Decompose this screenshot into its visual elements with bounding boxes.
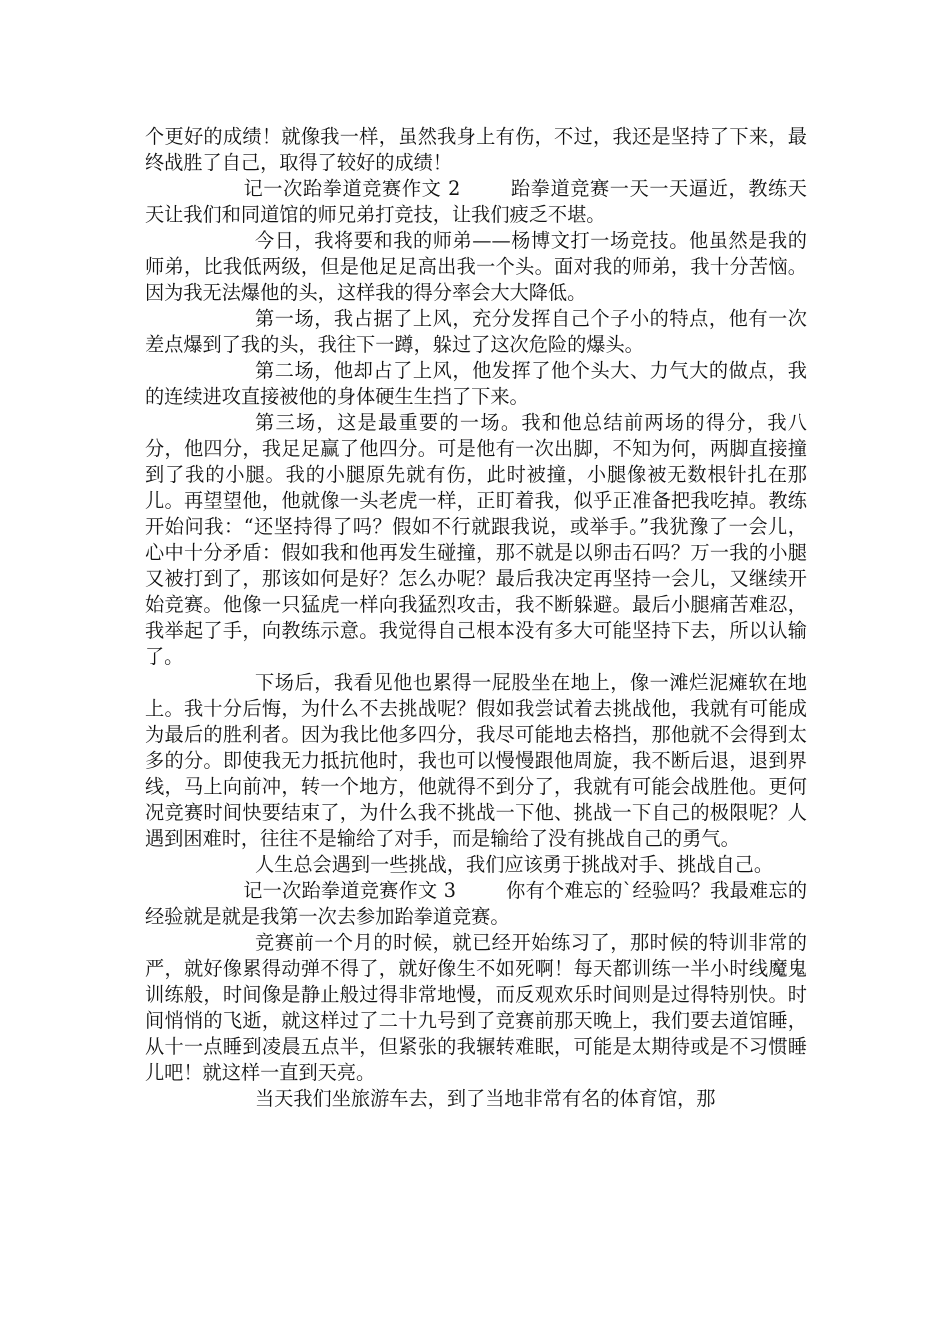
essay-3-title: 记一次跆拳道竞赛作文 3 [243, 879, 456, 902]
essay-2-intro: 跆拳道竞赛一天一天逼近，教练天天让我们和同道馆的师兄弟打竞技，让我们疲乏不堪。 [145, 177, 807, 226]
essay-body [145, 124, 807, 1112]
essay-2-paragraph-1: 今日，我将要和我的师弟——杨博文打一场竞技。他虽然是我的师弟，比我低两级，但是他足足高出我一个头。面对我的师弟，我十分苦恼。因为我无法爆他的头，这样我的得分率会大大降低。 [145, 229, 807, 304]
essay-2-heading-paragraph [145, 176, 807, 228]
essay-2-paragraph-2: 第一场，我占据了上风，充分发挥自己个子小的特点，他有一次差点爆到了我的头，我往下一蹲，躲过了这次危险的爆头。 [145, 307, 807, 356]
essay-3-paragraph-1: 竞赛前一个月的时候，就已经开始练习了，那时候的特训非常的严，就好像累得动弹不得了，就好像生不如死啊！每天都训练一半小时线魔鬼训练般，时间像是静止般过得非常地慢，而反观欢乐时间则是过得特别快。时间悄悄的飞逝，就这样过了二十九号到了竞赛前那天晚上，我们要去道馆睡，从十一点睡到凌晨五点半，但紧张的我辗转难眠，可能是太期待或是不习惯睡儿吧！就这样一直到天亮。 [145, 931, 807, 1084]
essay-3-paragraph-2: 当天我们坐旅游车去，到了当地非常有名的体育馆，那 [255, 1087, 716, 1110]
essay-2-title: 记一次跆拳道竞赛作文 2 [243, 177, 461, 200]
continuation-paragraph: 个更好的成绩！就像我一样，虽然我身上有伤，不过，我还是坚持了下来，最终战胜了自己，取得了较好的成绩！ [145, 125, 807, 174]
essay-2-paragraph-4: 第三场，这是最重要的一场。我和他总结前两场的得分，我八分，他四分，我足足赢了他四分。可是他有一次出脚，不知为何，两脚直接撞到了我的小腿。我的小腿原先就有伤，此时被撞，小腿像被无数根针扎在那儿。再望望他，他就像一头老虎一样，正盯着我，似乎正准备把我吃掉。教练开始问我：“还坚持得了吗？假如不行就跟我说，或举手。”我犹豫了一会儿，心中十分矛盾：假如我和他再发生碰撞，那不就是以卵击石吗？万一我的小腿又被打到了，那该如何是好？怎么办呢？最后我决定再坚持一会儿，又继续开始竞赛。他像一只猛虎一样向我猛烈攻击，我不断躲避。最后小腿痛苦难忍，我举起了手，向教练示意。我觉得自己根本没有多大可能坚持下去，所以认输了。 [145, 411, 807, 668]
essay-2-paragraph-6: 人生总会遇到一些挑战，我们应该勇于挑战对手、挑战自己。 [255, 853, 774, 876]
essay-2-paragraph-5: 下场后，我看见他也累得一屁股坐在地上，像一滩烂泥瘫软在地上。我十分后悔，为什么不去挑战呢？假如我尝试着去挑战他，我就有可能成为最后的胜利者。因为我比他多四分，我尽可能地去格挡，那他就不会得到太多的分。即使我无力抵抗他时，我也可以慢慢跟他周旋，我不断后退，退到界线，马上向前冲，转一个地方，他就得不到分了，我就有可能会战胜他。更何况竞赛时间快要结束了，为什么我不挑战一下他、挑战一下自己的极限呢？人遇到困难时，往往不是输给了对手，而是输给了没有挑战自己的勇气。 [145, 671, 807, 850]
essay-2-paragraph-3: 第二场，他却占了上风，他发挥了他个头大、力气大的做点，我的连续进攻直接被他的身体硬生生挡了下来。 [145, 359, 807, 408]
essay-3-intro: 你有个难忘的`经验吗？我最难忘的经验就是就是我第一次去参加跆拳道竞赛。 [145, 879, 808, 928]
essay-3-heading-paragraph [145, 878, 807, 930]
